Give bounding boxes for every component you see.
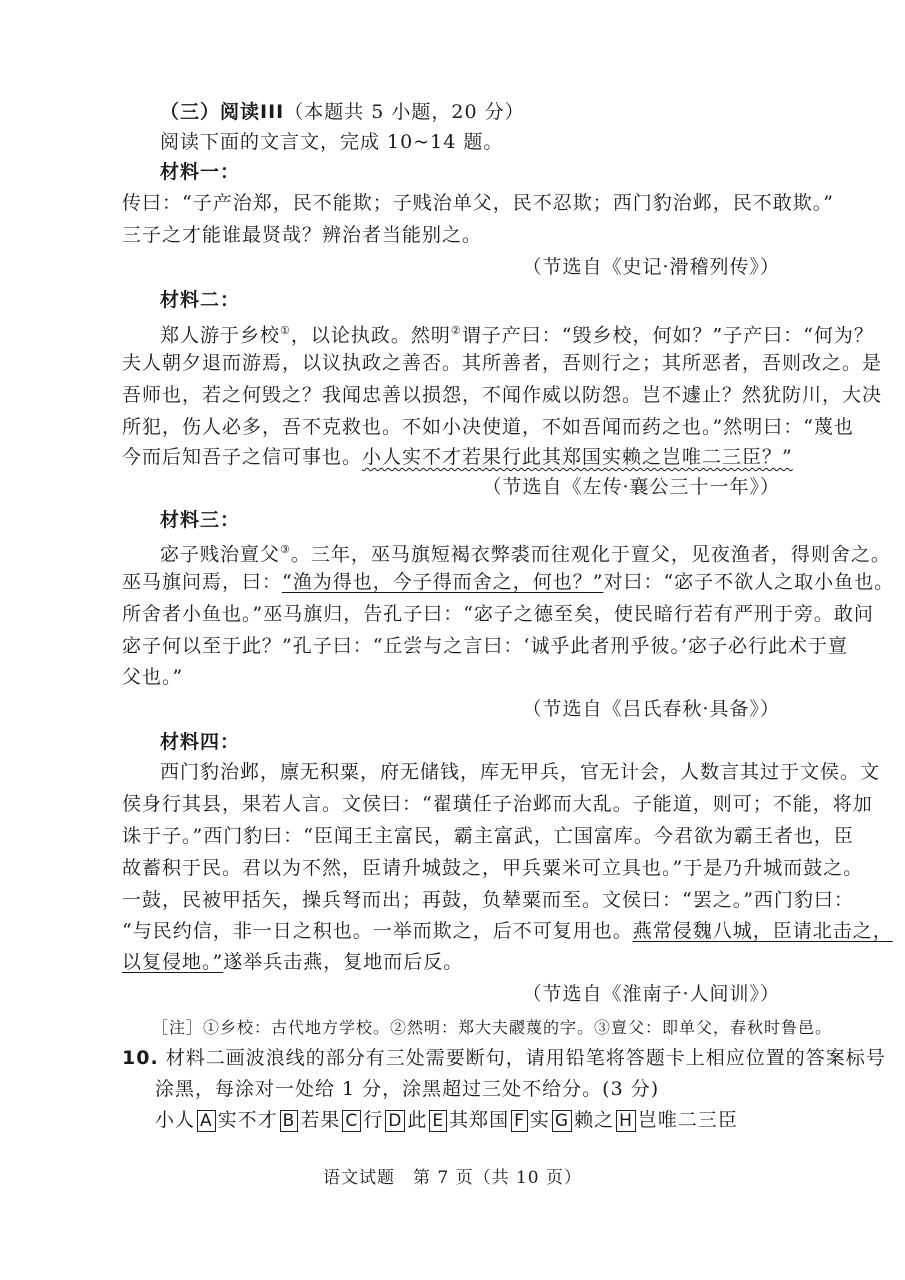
material-3-label: 材料三： (160, 509, 241, 531)
page-footer: 语文试题 第 7 页（共 10 页） (322, 1168, 583, 1188)
section-header (160, 100, 525, 124)
option-text: 小人 (155, 1109, 196, 1131)
material-3-line: 所舍者小鱼也。”巫马旗归，告孔子曰：“宓子之德至矣，使民暗行若有严刑于旁。敢问 (122, 603, 874, 625)
material-4-text: 遂举兵击燕，复地而后反。 (223, 951, 464, 973)
material-1-label: 材料一： (160, 161, 241, 183)
material-2-text: 今而后知吾子之信可事也。 (122, 446, 363, 468)
option-text: 此 (407, 1109, 428, 1131)
option-text: 行 (363, 1109, 384, 1131)
option-text: 赖之 (574, 1109, 615, 1131)
material-1-source: （节选自《史记·滑稽列传》） (522, 256, 780, 278)
material-3-source: （节选自《吕氏春秋·具备》） (522, 698, 780, 720)
footnote-mark-2: ② (450, 324, 462, 337)
material-2-line (160, 319, 874, 347)
material-2-text: 谓子产曰：“毁乡校，何如？”子产曰：“何为？ (461, 324, 874, 347)
underlined-sentence: 燕常侵魏八城，臣请北击之， (632, 920, 893, 942)
material-2-text: ，以论执政。然明 (290, 324, 451, 347)
material-1-line: 三子之才能谁最贤哉？辨治者当能别之。 (122, 224, 483, 246)
material-3-text: 巫马旗问焉，曰： (122, 571, 283, 593)
material-4-line: 西门豹治邺，廪无积粟，府无储钱，库无甲兵，官无计会，人数言其过于文侯。文 (160, 761, 881, 783)
material-4-label: 材料四： (160, 731, 241, 753)
material-3-line (122, 570, 894, 594)
footnote-mark-3: ③ (280, 543, 291, 556)
option-text: 实 (529, 1109, 550, 1131)
footnote-mark-1: ① (280, 324, 291, 337)
material-4-line (122, 950, 463, 974)
answer-mark-b[interactable]: B (280, 1110, 299, 1132)
material-4-line: 故蓄积于民。君以为不然，臣请升城鼓之，甲兵粟米可立具也。”于是乃升城而鼓之。 (122, 857, 864, 879)
material-2-line (122, 445, 793, 469)
answer-mark-e[interactable]: E (429, 1110, 447, 1132)
material-1-line: 传曰：“子产治郑，民不能欺；子贱治单父，民不忍欺；西门豹治邺，民不敢欺。” (122, 192, 834, 214)
answer-options (155, 1108, 738, 1132)
answer-mark-h[interactable]: H (616, 1110, 636, 1132)
answer-mark-f[interactable]: F (511, 1110, 528, 1132)
material-4-text: “与民约信，非一日之积也。一举而欺之，后不可复用也。 (122, 920, 633, 942)
option-text: 岂唯二三臣 (637, 1109, 738, 1131)
material-3-line: 父也。” (122, 666, 184, 688)
material-3-text: 宓子贱治亶父 (160, 543, 281, 566)
underlined-sentence: 以复侵地。” (122, 951, 224, 973)
material-3-line (160, 538, 891, 566)
section-meta: （本题共 5 小题，20 分） (284, 101, 525, 123)
material-4-line: 一鼓，民被甲括矢，操兵弩而出；再鼓，负辇粟而至。文侯曰：“罢之。”西门豹曰： (122, 889, 854, 911)
section-instruction: 阅读下面的文言文，完成 10~14 题。 (160, 131, 504, 153)
material-2-source: （节选自《左传·襄公三十一年》） (482, 476, 780, 498)
wavy-underlined-passage: 小人实不才若果行此其郑国实赖之岂唯二三臣？” (362, 446, 793, 468)
option-text: 其郑国 (449, 1109, 510, 1131)
option-text: 若果 (300, 1109, 341, 1131)
answer-mark-c[interactable]: C (342, 1110, 361, 1132)
question-text: 材料二画波浪线的部分有三处需要断句，请用铅笔将答题卡上相应位置的答案标号 (165, 1047, 886, 1069)
material-4-line: 侯身行其县，果若人言。文侯曰：“翟璜任子治邺而大乱。子能道，则可；不能，将加 (122, 793, 873, 815)
material-2-label: 材料二： (160, 289, 241, 311)
material-3-text: 对曰：“宓子不欲人之取小鱼也。 (603, 571, 895, 593)
answer-mark-g[interactable]: G (552, 1110, 572, 1132)
material-4-source: （节选自《淮南子·人间训》） (522, 983, 780, 1005)
question-text: 涂黑，每涂对一处给 1 分，涂黑超过三处不给分。(3 分) (155, 1078, 660, 1100)
material-3-text: 。三年，巫马旗短褐衣弊裘而往观化于亶父，见夜渔者，得则舍之。 (290, 543, 891, 566)
question-number: 10. (122, 1047, 159, 1069)
answer-mark-a[interactable]: A (197, 1110, 216, 1132)
annotation-note: ［注］①乡校：古代地方学校。②然明：郑大夫鬷蔑的字。③亶父：即单父，春秋时鲁邑。 (152, 1018, 833, 1037)
material-2-line: 所犯，伤人必多，吾不克救也。不如小决使道，不如吾闻而药之也。”然明曰：“蔑也 (122, 416, 854, 438)
option-text: 实不才 (217, 1109, 278, 1131)
material-3-line: 宓子何以至于此？”孔子曰：“丘尝与之言曰：‘诚乎此者刑乎彼。’宓子必行此术于亶 (122, 635, 849, 657)
material-2-line: 夫人朝夕退而游焉，以议执政之善否。其所善者，吾则行之；其所恶者，吾则改之。是 (122, 352, 883, 374)
answer-mark-d[interactable]: D (385, 1110, 405, 1132)
section-title: （三）阅读III (160, 101, 285, 123)
material-4-line: 诛于子。”西门豹曰：“臣闻王主富民，霸主富武，亡国富库。今君欲为霸王者也，臣 (122, 825, 854, 847)
material-4-line (122, 919, 893, 943)
question-10-line (122, 1046, 886, 1070)
underlined-sentence: “渔为得也，今子得而舍之，何也？” (282, 571, 604, 593)
material-2-line: 吾师也，若之何毁之？我闻忠善以损怨，不闻作威以防怨。岂不遽止？然犹防川，大决 (122, 384, 883, 406)
material-2-text: 郑人游于乡校 (160, 324, 281, 347)
